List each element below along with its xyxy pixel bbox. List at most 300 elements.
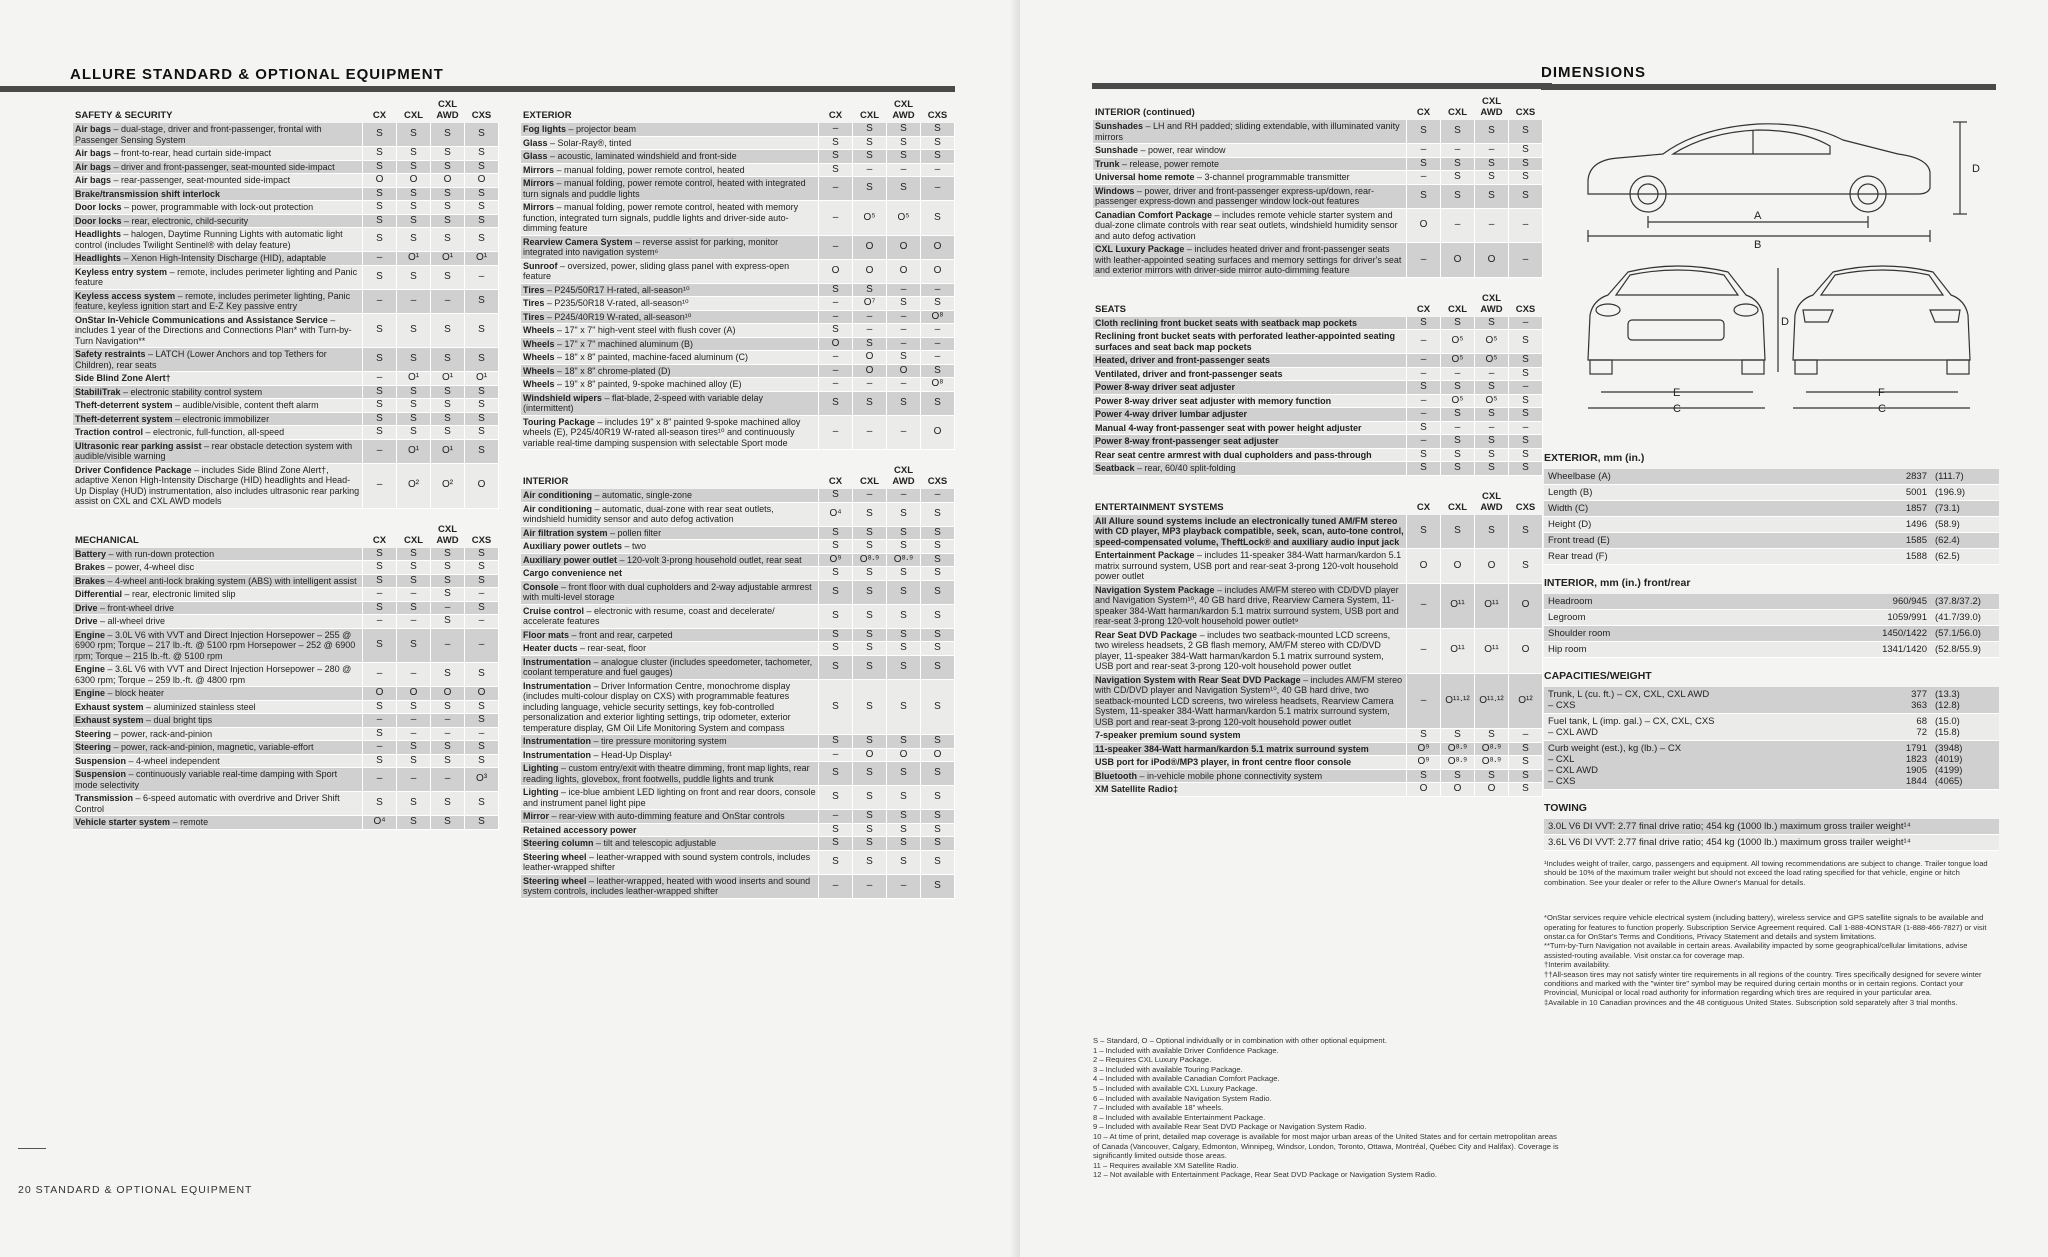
availability-cell: – [363, 588, 397, 602]
dim-label-e: E [1673, 387, 1681, 399]
dimension-label: Front tread (E) [1544, 533, 1783, 549]
availability-cell: – [921, 324, 955, 338]
availability-cell: O [887, 259, 921, 283]
dimension-label: Wheelbase (A) [1544, 469, 1783, 485]
dimensions-title: DIMENSIONS [1541, 64, 1647, 81]
availability-cell: S [1407, 729, 1441, 743]
availability-cell: S [1475, 462, 1509, 476]
availability-cell: S [1441, 729, 1475, 743]
availability-cell: – [431, 628, 465, 663]
table-row [1093, 628, 1543, 673]
availability-cell: – [819, 177, 853, 201]
dimension-value: 1341/1420 [1783, 642, 1931, 658]
availability-cell: S [431, 426, 465, 440]
feature-name: Sunroof – oversized, power, sliding glass panel with express-open feature [521, 259, 819, 283]
table-row [521, 553, 955, 567]
table-row [73, 588, 499, 602]
table-row [73, 792, 499, 816]
availability-cell: S [397, 348, 431, 372]
feature-name: Keyless access system – remote, includes perimeter lighting, Panic feature, keyless ignition start and E-Z Key passive entry [73, 289, 363, 313]
equipment-column-2 [521, 98, 955, 899]
availability-cell: – [1441, 208, 1475, 243]
availability-cell: – [1407, 394, 1441, 408]
feature-name: Lighting – ice-blue ambient LED lighting on front and rear doors, console and instrument panel light pipe [521, 786, 819, 810]
availability-cell: – [819, 310, 853, 324]
table-row [521, 580, 955, 604]
feature-name: Cruise control – electronic with resume, coast and decelerate/ accelerate features [521, 604, 819, 628]
availability-cell: – [921, 283, 955, 297]
availability-cell: S [1407, 769, 1441, 783]
availability-cell: S [397, 265, 431, 289]
feature-name: Battery – with run-down protection [73, 548, 363, 561]
availability-cell: S [431, 214, 465, 228]
availability-cell: S [887, 540, 921, 554]
dim-label-b: B [1754, 239, 1762, 251]
availability-cell: – [1407, 354, 1441, 368]
table-row [521, 364, 955, 378]
availability-cell: O⁹ [1407, 756, 1441, 770]
availability-cell: S [397, 147, 431, 161]
table-row [1093, 381, 1543, 395]
group-header-row [521, 464, 955, 489]
availability-cell: O [1441, 783, 1475, 797]
dimension-value: 1857 [1783, 501, 1931, 517]
availability-cell: S [465, 741, 499, 755]
feature-name: Air bags – rear-passenger, seat-mounted side-impact [73, 174, 363, 188]
availability-cell: O¹ [397, 372, 431, 386]
availability-cell: – [1441, 421, 1475, 435]
availability-cell: S [1475, 184, 1509, 208]
availability-cell: O [1509, 583, 1543, 628]
availability-cell: – [431, 727, 465, 741]
table-row [521, 136, 955, 150]
availability-cell: S [887, 177, 921, 201]
dimension-value: 1585 [1783, 533, 1931, 549]
table-row [73, 615, 499, 629]
feature-name: Mirror – rear-view with auto-dimming feature and OnStar controls [521, 810, 819, 824]
group-header-row [1093, 95, 1543, 120]
table-row [1093, 435, 1543, 449]
feature-name: Auxiliary power outlets – two [521, 540, 819, 554]
car-side-windows [1673, 130, 1830, 154]
feature-name: Wheels – 18" x 8" chrome-plated (D) [521, 364, 819, 378]
trim-column-header: CXL AWD [1480, 96, 1503, 118]
group-gap [521, 450, 955, 464]
table-row [1093, 330, 1543, 354]
availability-cell: – [853, 324, 887, 338]
availability-cell: S [431, 348, 465, 372]
availability-cell: – [1407, 171, 1441, 185]
availability-cell: S [819, 642, 853, 656]
availability-cell: – [887, 310, 921, 324]
dimension-label: Curb weight (est.), kg (lb.) – CX – CXL – CXL AWD – CXS [1544, 741, 1783, 790]
feature-name: Rearview Camera System – reverse assist for parking, monitor integrated into navigation system⁶ [521, 235, 819, 259]
feature-name: Differential – rear, electronic limited slip [73, 588, 363, 602]
dimension-row [1544, 469, 1999, 485]
availability-cell: S [363, 548, 397, 561]
availability-cell: – [1509, 729, 1543, 743]
availability-cell: – [921, 489, 955, 502]
table-row [1093, 421, 1543, 435]
feature-name: Theft-deterrent system – electronic immobilizer [73, 412, 363, 426]
dimension-value: (13.3) (12.8) [1931, 687, 1999, 714]
availability-cell: S [1441, 381, 1475, 395]
feature-name: Seatback – rear, 60/40 split-folding [1093, 462, 1407, 476]
footnote: S – Standard, O – Optional individually or in combination with other optional equipment. [1093, 1036, 1387, 1045]
availability-cell: S [465, 792, 499, 816]
feature-name: Air filtration system – pollen filter [521, 526, 819, 540]
availability-cell: S [853, 526, 887, 540]
availability-cell: – [819, 874, 853, 898]
availability-cell: S [1475, 408, 1509, 422]
availability-cell: S [397, 214, 431, 228]
availability-cell: S [363, 727, 397, 741]
availability-cell: S [887, 604, 921, 628]
availability-cell: S [1441, 462, 1475, 476]
dim-label-c-front: C [1673, 403, 1681, 415]
dimension-value: 1450/1422 [1783, 626, 1931, 642]
table-row [521, 604, 955, 628]
table-row [521, 123, 955, 136]
availability-cell: – [1407, 330, 1441, 354]
availability-cell: S [921, 580, 955, 604]
availability-cell: S [819, 136, 853, 150]
availability-cell: – [1407, 367, 1441, 381]
exterior-title: EXTERIOR, mm (in.) [1544, 452, 1645, 464]
table-row [521, 378, 955, 392]
footnote: 12 – Not available with Entertainment Package, Rear Seat DVD Package or Navigation System Radio. [1093, 1170, 1438, 1180]
availability-cell: O⁵ [1475, 354, 1509, 368]
feature-name: 11-speaker 384-Watt harman/kardon 5.1 matrix surround system [1093, 742, 1407, 756]
dimensions-tables [1544, 440, 1999, 1007]
feature-name: Drive – all-wheel drive [73, 615, 363, 629]
availability-cell: O [921, 259, 955, 283]
availability-cell: O⁹ [819, 553, 853, 567]
availability-cell: O⁵ [1475, 394, 1509, 408]
dimension-row [1544, 626, 1999, 642]
availability-cell: S [363, 313, 397, 348]
availability-cell: S [431, 160, 465, 174]
feature-name: CXL Luxury Package – includes heated driver and front-passenger seats with leather-appointed seating surfaces and memory settings for driver's seat and exterior mirrors with driver-side mirror auto-dimming feature [1093, 243, 1407, 278]
availability-cell: S [819, 540, 853, 554]
availability-cell: S [1475, 317, 1509, 330]
availability-cell: S [921, 526, 955, 540]
table-row [521, 679, 955, 735]
table-row [521, 150, 955, 164]
availability-cell: – [921, 351, 955, 365]
dim-label-f: F [1878, 387, 1885, 399]
page-footer: 20 STANDARD & OPTIONAL EQUIPMENT [18, 1184, 253, 1196]
feature-name: Entertainment Package – includes 11-speaker 384-Watt harman/kardon 5.1 matrix surround system, USB port and rear-seat 3-prong 120-volt household power outlet [1093, 549, 1407, 584]
availability-cell: O² [397, 463, 431, 508]
footnote: 1 – Included with available Driver Confidence Package. [1093, 1045, 1279, 1055]
feature-name: Air conditioning – automatic, dual-zone with rear seat outlets, windshield humidity sensor and auto defog activation [521, 502, 819, 526]
feature-name: Instrumentation – Driver Information Centre, monochrome display (includes multi-colour display on CXS) with programmable features including language, vehicle security settings, key fob-controlled personalization and exterior lighting settings, trip odometer, exterior temperature display, GM Oil Life Monitoring System and compass [521, 679, 819, 735]
table-row [1093, 448, 1543, 462]
dimension-label: Width (C) [1544, 501, 1783, 517]
availability-cell: O² [431, 463, 465, 508]
availability-cell: S [397, 385, 431, 399]
table-row [1093, 408, 1543, 422]
trim-column-header: CXL AWD [892, 99, 915, 121]
availability-cell: S [853, 391, 887, 415]
availability-cell: S [819, 580, 853, 604]
feature-name: Wheels – 19" x 8" painted, 9-spoke machined alloy (E) [521, 378, 819, 392]
group-header-row [1093, 490, 1543, 515]
availability-cell: S [819, 526, 853, 540]
towing-note: ¹Includes weight of trailer, cargo, passengers and equipment. All towing recommendations are subject to change. Trailer tongue load should be 10% of the maximum trailer weight but should not exceed the load rating specified for that vehicle, engine or hitch combination. See your dealer or refer to the Allure Owner's Manual for details. [1544, 859, 1988, 887]
availability-cell: – [465, 628, 499, 663]
availability-cell: O⁵ [853, 201, 887, 236]
feature-name: Cloth reclining front bucket seats with seatback map pockets [1093, 317, 1407, 330]
availability-cell: S [431, 548, 465, 561]
availability-cell: – [1407, 408, 1441, 422]
footnote: 10 – At time of print, detailed map coverage is available for most major urban areas of the United States and for certain metropolitan areas of Canada (Vancouver, Calgary, Edmonton, Winnipeg, Windsor, London, Toronto, Ottawa, Montréal, Québec City and Halifax). Coverage is significantly limited outside those areas. [1093, 1131, 1559, 1161]
availability-cell: S [363, 700, 397, 714]
availability-cell: O [431, 687, 465, 701]
availability-cell: O¹ [465, 252, 499, 266]
availability-cell: S [921, 553, 955, 567]
feature-name: Heated, driver and front-passenger seats [1093, 354, 1407, 368]
availability-cell: O [887, 364, 921, 378]
feature-name: Steering wheel – leather-wrapped with sound system controls, includes leather-wrapped shifter [521, 850, 819, 874]
left-page [0, 0, 1020, 1257]
availability-cell: S [1509, 756, 1543, 770]
feature-name: Door locks – rear, electronic, child-security [73, 214, 363, 228]
availability-cell: O¹ [431, 252, 465, 266]
availability-cell: S [921, 679, 955, 735]
feature-name: Steering column – tilt and telescopic adjustable [521, 837, 819, 851]
dimension-value: (196.9) [1931, 485, 1999, 501]
table-row [1093, 144, 1543, 158]
equipment-table [1093, 292, 1543, 476]
table-row [521, 297, 955, 311]
availability-cell: S [363, 385, 397, 399]
feature-name: Theft-deterrent system – audible/visible, content theft alarm [73, 399, 363, 413]
availability-cell: – [1509, 421, 1543, 435]
availability-cell: S [921, 123, 955, 136]
availability-cell: S [1509, 394, 1543, 408]
trim-column-header: CXS [927, 476, 948, 487]
availability-cell: O [1441, 243, 1475, 278]
availability-cell: – [465, 588, 499, 602]
availability-cell: S [363, 399, 397, 413]
availability-cell: – [1475, 144, 1509, 158]
availability-cell: S [397, 399, 431, 413]
availability-cell: S [1407, 120, 1441, 144]
dimension-value: (58.9) [1931, 517, 1999, 533]
availability-cell: O [819, 259, 853, 283]
availability-cell: – [819, 415, 853, 450]
table-row [1093, 729, 1543, 743]
availability-cell: – [1509, 381, 1543, 395]
table-row [521, 642, 955, 656]
dimension-value: 377 363 [1783, 687, 1931, 714]
availability-cell: S [921, 628, 955, 642]
table-row [521, 502, 955, 526]
trim-column-header: CXL [860, 476, 879, 487]
availability-cell: – [363, 372, 397, 386]
availability-cell: – [921, 163, 955, 177]
availability-cell: O [853, 259, 887, 283]
trim-column-header: CXL AWD [1480, 292, 1503, 315]
availability-cell: S [921, 604, 955, 628]
trim-column-header: CXS [471, 534, 492, 546]
availability-cell: O⁸·⁹ [1441, 742, 1475, 756]
feature-name: Transmission – 6-speed automatic with overdrive and Driver Shift Control [73, 792, 363, 816]
availability-cell: O⁸·⁹ [887, 553, 921, 567]
feature-name: Driver Confidence Package – includes Side Blind Zone Alert†, adaptive Xenon High-Intensity Discharge (HID) headlights and Head-Up Display (HUD) instrumentation, also includes ultrasonic rear parking assist on CXL and CXL AWD models [73, 463, 363, 508]
availability-cell: S [465, 313, 499, 348]
availability-cell: S [921, 762, 955, 786]
availability-cell: S [465, 160, 499, 174]
availability-cell: – [1441, 367, 1475, 381]
availability-cell: S [431, 187, 465, 201]
availability-cell: S [363, 412, 397, 426]
trim-column-header: CXS [927, 110, 948, 121]
availability-cell: S [397, 426, 431, 440]
dimension-value: (52.8/55.9) [1931, 642, 1999, 658]
feature-name: Glass – Solar-Ray®, tinted [521, 136, 819, 150]
availability-cell: S [921, 201, 955, 236]
table-row [521, 762, 955, 786]
availability-cell: O⁸ [921, 378, 955, 392]
availability-cell: O⁸·⁹ [1475, 756, 1509, 770]
availability-cell: – [887, 324, 921, 338]
availability-cell: S [887, 679, 921, 735]
availability-cell: S [465, 601, 499, 615]
availability-cell: S [363, 754, 397, 768]
trim-column-header: CXL AWD [436, 523, 459, 546]
availability-cell: – [921, 177, 955, 201]
availability-cell: S [1475, 157, 1509, 171]
trim-column-header: CX [1416, 501, 1431, 513]
trim-column-header: CX [372, 110, 387, 121]
availability-cell: S [465, 700, 499, 714]
table-row [521, 310, 955, 324]
availability-cell: S [853, 628, 887, 642]
availability-cell: S [363, 426, 397, 440]
availability-cell: O [465, 174, 499, 188]
availability-cell: S [431, 574, 465, 588]
group-title: INTERIOR (continued) [1095, 107, 1195, 118]
footnote: 4 – Included with available Canadian Comfort Package. [1093, 1074, 1280, 1084]
dimension-label: Trunk, L (cu. ft.) – CX, CXL, CXL AWD – CXS [1544, 687, 1783, 714]
group-title: INTERIOR [523, 476, 569, 487]
availability-cell: S [397, 160, 431, 174]
table-row [73, 816, 499, 830]
availability-cell: S [397, 601, 431, 615]
availability-cell: S [1441, 435, 1475, 449]
dimension-value: 1059/991 [1783, 610, 1931, 626]
service-note: **Turn-by-Turn Navigation not available in certain areas. Availability impacted by some geographical/cellular limitations, advise assisted-routing available. Visit onstar.ca for coverage map. [1544, 941, 1968, 960]
availability-cell: O¹¹ [1475, 628, 1509, 673]
dim-label-a: A [1754, 210, 1762, 222]
availability-cell: O¹² [1509, 673, 1543, 729]
feature-name: Ultrasonic rear parking assist – rear obstacle detection system with audible/visible warning [73, 439, 363, 463]
table-row [521, 337, 955, 351]
feature-name: Air bags – driver and front-passenger, seat-mounted side-impact [73, 160, 363, 174]
availability-cell: S [1475, 120, 1509, 144]
availability-cell: S [887, 351, 921, 365]
trim-column-header: CXL [1448, 107, 1467, 118]
availability-cell: O [1509, 628, 1543, 673]
availability-cell: S [1475, 381, 1509, 395]
dimension-value: (62.4) [1931, 533, 1999, 549]
table-row [521, 489, 955, 502]
feature-name: Sunshade – power, rear window [1093, 144, 1407, 158]
feature-name: Mirrors – manual folding, power remote control, heated [521, 163, 819, 177]
availability-cell: S [1509, 769, 1543, 783]
table-row [521, 655, 955, 679]
table-row [1093, 120, 1543, 144]
availability-cell: O [1441, 549, 1475, 584]
table-row [73, 174, 499, 188]
feature-name: Reclining front bucket seats with perforated leather-appointed seating surfaces and seat back map pockets [1093, 330, 1407, 354]
feature-name: Tires – P235/50R18 V-rated, all-season¹⁰ [521, 297, 819, 311]
availability-cell: O⁸ [921, 310, 955, 324]
table-row [521, 735, 955, 749]
trim-column-header: CXS [1515, 501, 1536, 513]
availability-cell: S [397, 201, 431, 215]
availability-cell: S [431, 561, 465, 575]
availability-cell: S [465, 663, 499, 687]
availability-cell: O¹¹·¹² [1475, 673, 1509, 729]
availability-cell: S [431, 385, 465, 399]
trim-column-header: CXL [1448, 303, 1467, 315]
interior-table [1544, 594, 1999, 658]
availability-cell: S [1441, 408, 1475, 422]
trim-column-header: CX [828, 110, 843, 121]
feature-name: Lighting – custom entry/exit with theatre dimming, front map lights, rear reading lights, glovebox, front footwells, puddle lights and trunk [521, 762, 819, 786]
availability-cell: O¹ [397, 439, 431, 463]
feature-name: Windshield wipers – flat-blade, 2-speed with variable delay (intermittent) [521, 391, 819, 415]
availability-cell: O [853, 351, 887, 365]
availability-cell: – [853, 310, 887, 324]
dimension-value: 68 72 [1783, 714, 1931, 741]
availability-cell: O⁵ [1441, 330, 1475, 354]
availability-cell: O [921, 748, 955, 762]
dimension-row [1544, 819, 1999, 835]
table-row [521, 163, 955, 177]
group-gap [73, 509, 499, 523]
feature-name: Heater ducts – rear-seat, floor [521, 642, 819, 656]
table-row [73, 412, 499, 426]
availability-cell: O¹ [431, 439, 465, 463]
table-row [521, 283, 955, 297]
availability-cell: – [887, 283, 921, 297]
availability-cell: S [853, 283, 887, 297]
feature-name: Navigation System Package – includes AM/FM stereo with CD/DVD player and Navigation System¹⁰, 40 GB hard drive, Rearview Camera System, 11-speaker 384-Watt harman/kardon 5.1 matrix surround system, USB port and rear-seat 3-prong 120-volt household power outlet⁹ [1093, 583, 1407, 628]
availability-cell: – [363, 289, 397, 313]
availability-cell: S [853, 123, 887, 136]
availability-cell: S [397, 412, 431, 426]
availability-cell: S [397, 313, 431, 348]
availability-cell: S [819, 837, 853, 851]
availability-cell: S [1441, 448, 1475, 462]
availability-cell: S [1509, 171, 1543, 185]
availability-cell: S [853, 837, 887, 851]
dimension-row [1544, 610, 1999, 626]
availability-cell: S [397, 700, 431, 714]
table-row [521, 628, 955, 642]
availability-cell: S [431, 615, 465, 629]
availability-cell: S [921, 810, 955, 824]
availability-cell: – [819, 201, 853, 236]
availability-cell: – [465, 265, 499, 289]
availability-cell: S [1509, 742, 1543, 756]
availability-cell: S [363, 574, 397, 588]
